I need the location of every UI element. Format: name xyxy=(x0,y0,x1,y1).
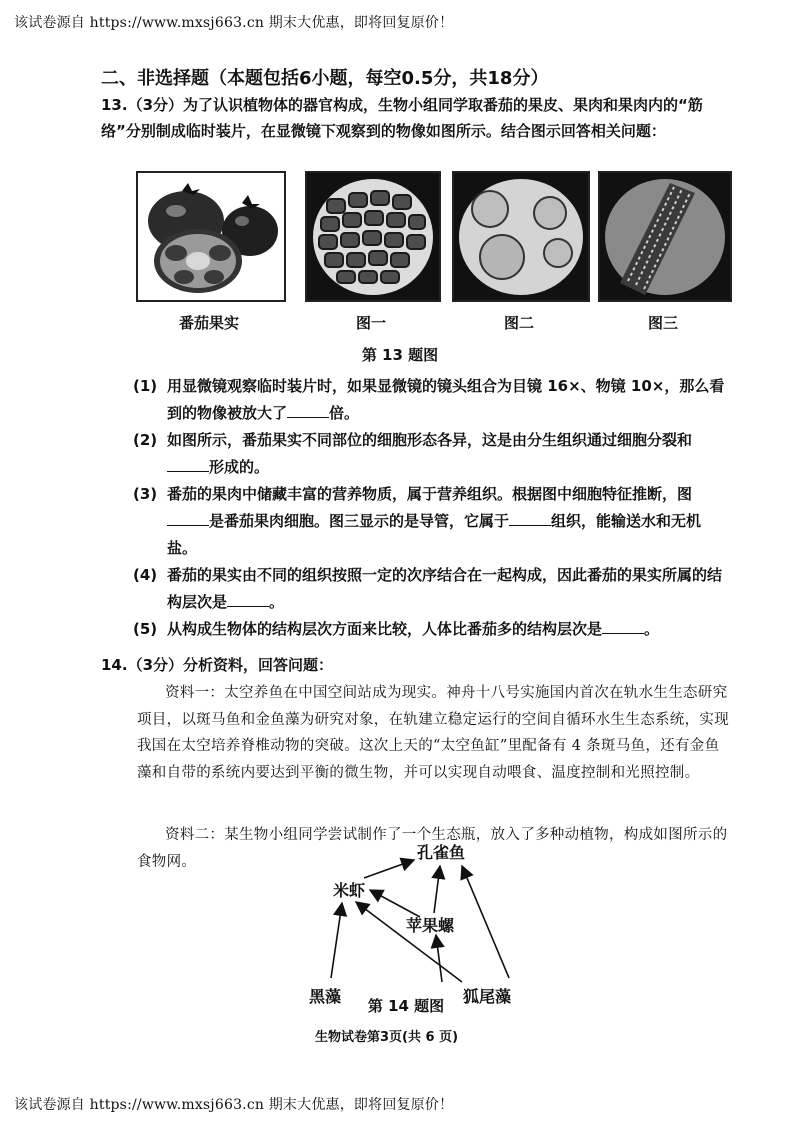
caption-tomato: 番茄果实 xyxy=(178,314,239,332)
sub-number: (3) xyxy=(133,485,158,503)
section-title: 二、非选择题（本题包括6小题，每空0.5分，共18分） xyxy=(101,68,549,89)
arrow-huweizao-to-pingguoluo xyxy=(436,935,442,982)
sub-text-end: 。 xyxy=(644,620,660,638)
arrow-mixia-to-kongqueyu xyxy=(364,860,414,878)
q14-material-1: 资料一：太空养鱼在中国空间站成为现实。神舟十八号实施国内首次在轨水生生态研究项目，以斑马鱼和金鱼藻为研究对象，在轨建立稳定运行的空间自循环水生生态系统，实现我国在太空培养脊椎动物的突破。这次上天的“太空鱼缸”里配备有 4 条斑马鱼，还有金鱼藻和自带的系统内要达到平衡的微生物，并可以实现自动喂食、温度控制和光照控制。 xyxy=(137,685,729,781)
figure-13-title: 第 13 题图 xyxy=(361,346,439,364)
top-banner: 该试卷源自 https://www.mxsj663.cn 期末大优惠，即将回复原价！ xyxy=(14,15,454,31)
arrow-pingguoluo-to-kongqueyu xyxy=(434,866,440,913)
sub-number: (5) xyxy=(133,620,158,638)
caption-figure-3: 图三 xyxy=(647,314,678,332)
node-mixia: 米虾 xyxy=(333,881,366,900)
figure-14-title: 第 14 题图 xyxy=(367,997,445,1015)
node-kongqueyu: 孔雀鱼 xyxy=(417,843,466,862)
sub-text-end: 组织，能输送水和无机盐。 xyxy=(167,512,702,557)
node-heizao: 黑藻 xyxy=(309,987,342,1006)
sub-text-mid: 是番茄果肉细胞。图三显示的是导管，它属于 xyxy=(209,512,510,530)
q13-stem: 13.（3分）为了认识植物体的器官构成，生物小组同学取番茄的果皮、果肉和果肉内的“筋络”分别制成临时装片，在显微镜下观察到的物像如图所示。结合图示回答相关问题： xyxy=(101,96,703,140)
node-pingguoluo: 苹果螺 xyxy=(406,916,455,935)
caption-figure-2: 图二 xyxy=(503,314,534,332)
caption-figure-1: 图一 xyxy=(355,314,386,332)
sub-number: (1) xyxy=(133,377,158,395)
sub-number: (4) xyxy=(133,566,158,584)
q14-stem: 14.（3分）分析资料，回答问题： xyxy=(101,656,334,674)
sub-text: 如图所示，番茄果实不同部位的细胞形态各异，这是由分生组织通过细胞分裂和 xyxy=(167,431,693,449)
bottom-banner: 该试卷源自 https://www.mxsj663.cn 期末大优惠，即将回复原价！ xyxy=(14,1097,454,1113)
page-footer: 生物试卷第3页(共 6 页) xyxy=(315,1030,459,1045)
sub-text: 用显微镜观察临时装片时，如果显微镜的镜头组合为目镜 16×、物镜 10×，那么看到的物像被放大了 xyxy=(167,377,725,422)
sub-text-end: 。 xyxy=(269,593,285,611)
sub-text-end: 形成的。 xyxy=(209,458,270,476)
node-huweizao: 狐尾藻 xyxy=(463,987,512,1006)
sub-text: 番茄的果实由不同的组织按照一定的次序结合在一起构成，因此番茄的果实所属的结构层次是 xyxy=(167,566,723,611)
sub-text: 从构成生物体的结构层次方面来比较，人体比番茄多的结构层次是 xyxy=(167,620,603,638)
arrow-heizao-to-mixia xyxy=(331,903,342,978)
q14-material-2: 资料二：某生物小组同学尝试制作了一个生态瓶，放入了多种动植物，构成如图所示的食物网。 xyxy=(137,827,728,870)
arrow-huweizao-to-kongqueyu xyxy=(462,866,509,978)
sub-text: 番茄的果肉中储藏丰富的营养物质，属于营养组织。根据图中细胞特征推断，图 xyxy=(167,485,693,503)
sub-number: (2) xyxy=(133,431,158,449)
sub-text-end: 倍。 xyxy=(329,404,360,422)
